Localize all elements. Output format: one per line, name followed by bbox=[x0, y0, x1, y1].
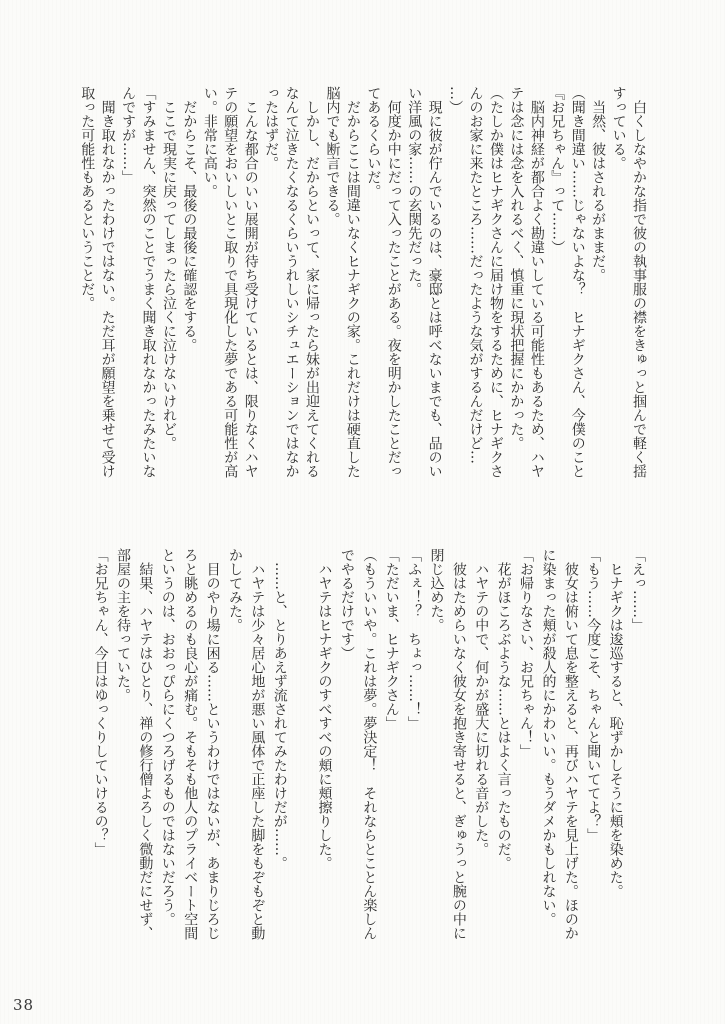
text-line: い洋風の家……の玄関先だった。 bbox=[406, 86, 423, 296]
text-line: すっている。 bbox=[610, 86, 627, 170]
text-line: 「ただいま、ヒナギクさん」 bbox=[383, 548, 400, 730]
text-line: ハヤテはヒナギクのすべすべの頬に頬擦りした。 bbox=[316, 562, 333, 870]
text-line: 脳内神経が都合よく勘違いしている可能性もあるため、ハヤ bbox=[528, 100, 545, 478]
text-line: に染まった頬が殺人的にかわいい。もうダメかもしれない。 bbox=[540, 548, 557, 926]
text-line: 目のやり場に困る……というわけではないが、あまりじろじ bbox=[204, 562, 221, 940]
text-line: ここで現実に戻ってしまったら泣くに泣けないけれど。 bbox=[160, 100, 177, 450]
text-line: （たしか僕はヒナギクさんに届け物をするために、ヒナギクさ bbox=[487, 86, 504, 478]
text-line: 部屋の主を待っていた。 bbox=[115, 548, 132, 702]
text-line: ……と、とりあえず流されてみたわけだが……。 bbox=[271, 562, 288, 870]
text-line: 「ふぇ！？ ちょっ……！」 bbox=[406, 548, 423, 730]
text-line: ハヤテの中で、何かが盛大に切れる音がした。 bbox=[473, 562, 490, 856]
text-line: 脳内でも断言できる。 bbox=[324, 86, 341, 226]
top-text-block bbox=[77, 86, 649, 484]
text-line: なんて泣きたくなるくらいうれしいシチュエーションではなか bbox=[283, 86, 300, 478]
text-line: （もういいや。これは夢。夢決定！ それならとことん楽しん bbox=[361, 548, 378, 940]
text-line: だからこそ、最後の最後に確認をする。 bbox=[181, 100, 198, 352]
text-line: 白くしなやかな指で彼の執事服の襟をきゅっと掴んで軽く揺 bbox=[631, 100, 647, 478]
text-line: 聞き取れなかったわけではない。ただ耳が願望を乗せて受け bbox=[99, 100, 116, 478]
text-line: 「えっ……」 bbox=[630, 548, 646, 632]
text-line: …） bbox=[447, 86, 464, 114]
text-line: んのお家に来たところ……だったような気がするんだけど… bbox=[467, 86, 484, 464]
text-line: だからここは間違いなくヒナギクの家。これだけは硬直した bbox=[344, 100, 361, 478]
text-line: ハヤテは少々居心地が悪い風体で正座した脚をもぞもぞと動 bbox=[249, 562, 266, 940]
text-line: 現に彼が佇んでいるのは、豪邸とは呼べないまでも、品のい bbox=[426, 100, 443, 478]
page-number: 38 bbox=[13, 996, 35, 1014]
text-line: ヒナギクは逡巡すると、恥ずかしそうに頬を染めた。 bbox=[607, 562, 624, 898]
text-line: 「お兄ちゃん、今日はゆっくりしていけるの？」 bbox=[92, 548, 109, 856]
text-line: 彼はためらいなく彼女を抱き寄せると、ぎゅうっと腕の中に bbox=[450, 562, 467, 940]
text-line: こんな都合のいい展開が待ち受けているとは、限りなくハヤ bbox=[242, 100, 259, 478]
text-line: んですが……」 bbox=[120, 86, 137, 184]
text-line: ったはずだ。 bbox=[263, 86, 280, 170]
text-line: テの願望をおいしいとこ取りで具現化した夢である可能性が高 bbox=[222, 86, 239, 478]
text-line: でやるだけです） bbox=[338, 548, 355, 660]
text-line: 閉じ込めた。 bbox=[428, 548, 445, 632]
text-line: てあるくらいだ。 bbox=[365, 86, 382, 198]
text-line: 花がほころぶような……とはよく言ったものだ。 bbox=[495, 562, 512, 870]
text-line: 取った可能性もあるということだ。 bbox=[79, 86, 96, 310]
text-line: 彼女は俯いて息を整えると、再びハヤテを見上げた。ほのか bbox=[562, 562, 579, 940]
text-line: かしてみた。 bbox=[226, 548, 243, 632]
text-line: 『お兄ちゃん』って……） bbox=[549, 86, 566, 254]
text-line: 「もう……今度こそ、ちゃんと聞いててよ？」 bbox=[585, 548, 602, 842]
scene-break-gap bbox=[291, 548, 313, 962]
text-line: 何度か中にだって入ったことがある。夜を明かしたことだっ bbox=[385, 100, 402, 478]
text-line: （聞き間違い……じゃないよな？ ヒナギクさん、今僕のこと bbox=[569, 86, 586, 478]
text-line: 「お帰りなさい、お兄ちゃん！」 bbox=[518, 548, 535, 758]
text-line: 結果、ハヤテはひとり、禅の修行僧よろしく微動だにせず、 bbox=[137, 562, 154, 940]
text-line: ろと眺めるのも良心が痛む。そもそも他人のプライベート空間 bbox=[182, 548, 199, 940]
text-line: というのは、おおっぴらにくつろげるものではないだろう。 bbox=[159, 548, 176, 926]
text-line: い。非常に高い。 bbox=[201, 86, 218, 198]
text-line: しかし、だからといって、家に帰ったら妹が出迎えてくれる bbox=[304, 100, 320, 478]
text-line: 「すみません、突然のことでうまく聞き取れなかったみたいな bbox=[140, 86, 157, 478]
text-line: 当然、彼はされるがままだ。 bbox=[590, 100, 607, 282]
bottom-text-block bbox=[89, 548, 649, 962]
text-line: テは念には念を入れるべく、慎重に現状把握にかかった。 bbox=[508, 86, 525, 450]
